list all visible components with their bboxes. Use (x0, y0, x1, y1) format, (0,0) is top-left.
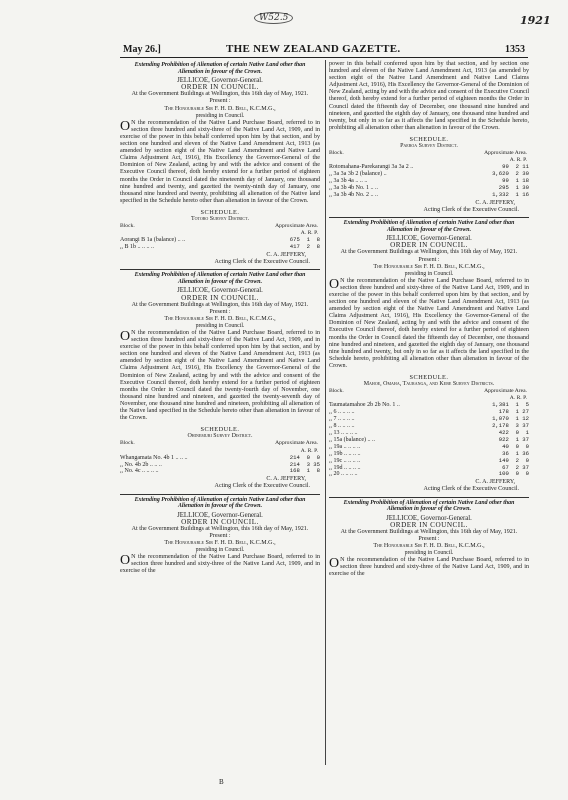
block-name: ,, 3a 3a 3b 2 (balance) .. (329, 171, 387, 178)
block-name: Aorangi B 1a (balance) .. .. (120, 237, 186, 244)
survey-district: Ohinemuri Survey District. (187, 433, 253, 440)
schedule-heading: SCHEDULE. (409, 374, 449, 381)
schedule-rows (329, 402, 529, 478)
block-area: 214 0 0 (289, 453, 320, 461)
left-column (120, 61, 320, 576)
block-name: ,, 3a 3b 4b No. 1 .. .. (329, 185, 378, 192)
member-name: The Honourable Sir F. H. D. Bell, K.C.M.G., (373, 263, 485, 270)
member-name: The Honourable Sir F. H. D. Bell, K.C.M.G., (164, 540, 276, 547)
right-column (329, 61, 529, 579)
block-area: 99 2 11 (498, 163, 529, 171)
block-name: Whangamata No. 4b 1 .. .. .. (120, 454, 188, 461)
block-area: 2,178 3 37 (492, 422, 529, 430)
block-area: 1,070 1 12 (492, 415, 529, 423)
block-name: ,, 19d .. .. .. .. (329, 464, 361, 471)
schedule-row (120, 468, 320, 475)
schedule-rows (120, 455, 320, 476)
place-date: At the Government Buildings at Wellington, this 16th day of May, 1921. (131, 301, 309, 308)
schedule-row (120, 244, 320, 251)
block-area: 178 1 27 (498, 408, 529, 416)
place-date: At the Government Buildings at Wellington, this 16th day of May, 1921. (340, 528, 518, 535)
signer-name: C. A. JEFFERY, (475, 199, 515, 206)
survey-district: Totoro Survey District. (190, 215, 250, 222)
block-name: ,, B 1b .. .. .. .. (120, 244, 155, 251)
block-name: ,, 6 .. .. .. .. (329, 409, 355, 416)
presiding-label: presiding in Council. (195, 322, 245, 329)
block-name: ,, 13 .. .. .. .. (329, 430, 358, 436)
block-name: ,, 19c .. .. .. .. (329, 457, 361, 464)
block-area: 214 3 35 (289, 460, 320, 468)
signer-title: Acting Clerk of the Executive Council. (214, 483, 310, 490)
block-name: ,, No. 4b 2b .. .. .. (120, 461, 162, 468)
notice-body: ON the recommendation of the Native Land Purchase Board, referred to in section three hundred and sixty-three of the Native Land Act, 1909, and in exercise of the power in this behalf conferred upon him by that section, and by section one hundred and eleven of the Native Land Amendment Act, 1913 (as amended by section eight of the Native Land Amendment and Native Land Claims Adjustment Act, 1916), His Excellency the Governor-General of the Dominion of New Zealand, acting by and with the advice and consent of the Executive Council thereof, doth hereby extend for a further period of eighteen months the Order in Council dated the fifteenth day of December, one thousand nine hundred and nineteen, and gazetted the eighth day of January, one thousand nine hundred and twenty, but only in so far as it affects the land specified in the Schedule hereto, prohibiting all alienation other than alienation in favour of the Crown. (329, 276, 529, 369)
notice-separator (329, 497, 529, 498)
block-name: ,, No. 4c .. .. .. .. (120, 468, 159, 475)
signer-name: C. A. JEFFERY, (266, 252, 306, 259)
present-label: Present : (418, 256, 440, 263)
masthead: THE NEW ZEALAND GAZETTE. (226, 43, 401, 55)
schedule-rows (329, 164, 529, 199)
present-label: Present : (209, 98, 231, 105)
notice-title: Extending Prohibition of Alienation of certain Native Land other than Alienation in favour of the Crown. (134, 272, 306, 285)
block-area: 922 1 37 (498, 435, 529, 443)
order-heading: ORDER IN COUNCIL. (390, 241, 468, 250)
block-area: 168 1 8 (289, 467, 320, 475)
present-label: Present : (418, 536, 440, 542)
block-name: ,, 20 .. .. .. .. (329, 471, 358, 478)
schedule-rows (120, 237, 320, 251)
block-name: Rotomahana-Parekarangi 3a 3a 2 .. (329, 164, 414, 171)
signer-name: C. A. JEFFERY, (266, 476, 306, 483)
member-name: The Honourable Sir F. H. D. Bell, K.C.M.G., (373, 543, 485, 550)
column-divider (325, 60, 326, 765)
order-heading: ORDER IN COUNCIL. (181, 83, 259, 92)
place-date: At the Government Buildings at Wellington, this 16th day of May, 1921. (131, 525, 309, 532)
block-area: 100 0 0 (498, 470, 529, 478)
notice-title: Extending Prohibition of Alienation of certain Native Land other than Alienation in favour of the Crown. (134, 496, 306, 510)
block-name: ,, 19b .. .. .. .. (329, 450, 361, 457)
governor: JELLICOE, Governor-General. (386, 514, 472, 522)
schedule-header (120, 223, 320, 230)
signer-name: C. A. JEFFERY, (475, 479, 515, 486)
block-name: ,, 19a .. .. .. .. (329, 443, 361, 450)
order-heading: ORDER IN COUNCIL. (390, 520, 468, 529)
notice-body-continued: power in this behalf conferred upon him by that section, and by section one hundred and eleven of the Native Land Amendment Act, 1913 (as amended by section eight of the Native Land Amendment and Native Land Claims Adjustment Act, 1916), His Excellency the Governor-General of the Dominion of New Zealand, acting by and with the advice and consent of the Executive Council thereof, doth hereby extend for a further period of eighteen months the Order in Council dated the fifteenth day of December, one thousand nine hundred and nineteen, and gazetted the eighth day of January, one thousand nine hundred and twenty, but only in so far as it affects the land specified in the Schedule hereto, prohibiting all alienation other than alienation in favour of the Crown. (329, 61, 530, 131)
block-area: 149 2 0 (498, 456, 529, 464)
units-header: A. R. P. (300, 447, 318, 454)
notice-separator (120, 269, 320, 270)
block-name: ,, 15a (balance) .. .. (329, 436, 375, 443)
block-area: 675 1 8 (289, 236, 320, 244)
notice-body: ON the recommendation of the Native Land Purchase Board, referred to in section three hundred and sixty-three of the Native Land Act, 1909, and in exercise of the (329, 556, 529, 578)
notice-body: ON the recommendation of the Native Land Purchase Board, referred to in section three hundred and sixty-three of the Native Land Act, 1909, and in exercise of the (120, 553, 320, 575)
place-date: At the Government Buildings at Wellington, this 16th day of May, 1921. (340, 249, 518, 256)
present-label: Present : (209, 532, 231, 539)
block-area: 99 1 18 (498, 177, 529, 185)
area-header: Approximate Area. (275, 223, 318, 230)
block-name: ,, 7 .. .. .. .. (329, 416, 355, 423)
survey-district: Mahoe, Omaha, Tauranga, and Kebe Survey Districts. (363, 381, 495, 388)
present-label: Present : (209, 308, 231, 315)
block-area: 67 2 37 (498, 463, 529, 471)
order-heading: ORDER IN COUNCIL. (181, 293, 259, 302)
signer-title: Acting Clerk of the Executive Council. (423, 206, 519, 213)
schedule-row (329, 192, 529, 199)
place-date: At the Government Buildings at Wellington, this 16th day of May, 1921. (131, 91, 309, 98)
units-header: A. R. P. (509, 395, 527, 402)
block-name: ,, 8 .. .. .. .. (329, 423, 355, 430)
issue-date: May 26.] (123, 44, 161, 55)
block-area: 295 1 30 (498, 184, 529, 192)
block-area: 422 0 1 (498, 429, 529, 436)
notice-title: Extending Prohibition of Alienation of certain Native Land other than Alienation in favour of the Crown. (343, 499, 515, 513)
schedule-header: Block. Approximate Area. (329, 388, 527, 395)
block-name: ,, 3a 3b 4b No. 2 .. .. (329, 191, 378, 198)
schedule-header: Block. Approximate Area. (329, 150, 527, 157)
governor: JELLICOE, Governor-General. (177, 77, 263, 85)
notice-title: Extending Prohibition of Alienation of certain Native Land other than Alienation in favour of the Crown. (343, 220, 515, 233)
notice-separator (120, 494, 320, 495)
block-header: Block. (120, 223, 135, 230)
governor: JELLICOE, Governor-General. (177, 287, 263, 295)
block-name: Taumatamahoe 2b 2b No. 1 .. (329, 402, 400, 409)
member-name: The Honourable Sir F. H. D. Bell, K.C.M.G., (164, 105, 276, 112)
notice-body: ON the recommendation of the Native Land Purchase Board, referred to in section three hundred and sixty-three of the Native Land Act, 1909, and in exercise of the power in this behalf conferred upon him by that section, and by section one hundred and eleven of the Native Land Amendment Act, 1913 (as amended by section eight of the Native Land Amendment and Native Land Claims Adjustment Act, 1916), His Excellency the Governor-General of the Dominion of New Zealand, acting by and with the advice and consent of the Executive Council thereof, doth hereby extend for a further period of eighteen months the Order in Council dated the nineteenth day of January, one thousand nine hundred and twenty, and gazetted the twenty-ninth day of January, one thousand nine hundred and twenty, prohibiting all alienation of the Native land specified in the Schedule hereto other than alienation in favour of the Crown. (120, 118, 320, 204)
presiding-label: presiding in Council. (404, 550, 454, 557)
units-header: A. R. P. (509, 157, 527, 164)
block-area: 3,620 2 30 (492, 170, 529, 178)
signature-mark: B (219, 778, 224, 786)
order-heading: ORDER IN COUNCIL. (181, 517, 259, 526)
schedule-heading: SCHEDULE. (200, 208, 240, 216)
page-number: 1353 (505, 44, 525, 55)
schedule-heading: SCHEDULE. (200, 426, 240, 434)
governor: JELLICOE, Governor-General. (177, 511, 263, 519)
presiding-label: presiding in Council. (404, 270, 454, 277)
header-rule (120, 57, 528, 58)
units-header: A. R. P. (300, 230, 318, 237)
signer-title: Acting Clerk of the Executive Council. (214, 259, 310, 266)
handwritten-year: 1921 (520, 14, 551, 27)
block-area: 417 2 8 (289, 243, 320, 251)
notice-title: Extending Prohibition of Alienation of certain Native Land other than Alienation in favour of the Crown. (134, 62, 306, 75)
block-area: 1,381 1 5 (492, 401, 529, 409)
member-name: The Honourable Sir F. H. D. Bell, K.C.M.G., (164, 315, 276, 322)
governor: JELLICOE, Governor-General. (386, 235, 472, 243)
schedule-row (329, 471, 529, 478)
notice-separator (329, 217, 529, 218)
notice-body: ON the recommendation of the Native Land Purchase Board, referred to in section three hundred and sixty-three of the Native Land Act, 1909, and in exercise of the power in this behalf conferred upon him by that section, and by section one hundred and eleven of the Native Land Amendment Act, 1913 (as amended by section eight of the Native Land Amendment and Native Land Claims Adjustment Act, 1916), His Excellency the Governor-General of the Dominion of New Zealand, acting by and with the advice and consent of the Executive Council thereof, doth hereby extend for a further period of eighteen months the Order in Council dated the twenty-fourth day of November, one thousand nine hundred and nineteen, and gazetted the twenty-seventh day of November, one thousand nine hundred and nineteen, prohibiting all alienation of the Native land specified in the Schedule hereto other than alienation in favour of the Crown. (120, 329, 320, 422)
block-name: ,, 3a 3b 4a .. .. .. (329, 178, 368, 185)
block-area: 40 0 0 (498, 442, 529, 450)
survey-district: Paeroa Survey District. (400, 143, 458, 150)
presiding-label: presiding in Council. (195, 112, 245, 119)
block-area: 36 1 36 (498, 449, 529, 457)
signer-title: Acting Clerk of the Executive Council. (423, 486, 519, 493)
schedule-header: Block. Approximate Area. (120, 440, 318, 447)
handwritten-reference: W52.5 (254, 12, 293, 24)
block-area: 1,332 1 16 (492, 190, 529, 198)
presiding-label: presiding in Council. (195, 547, 245, 554)
schedule-heading: SCHEDULE. (409, 135, 449, 143)
